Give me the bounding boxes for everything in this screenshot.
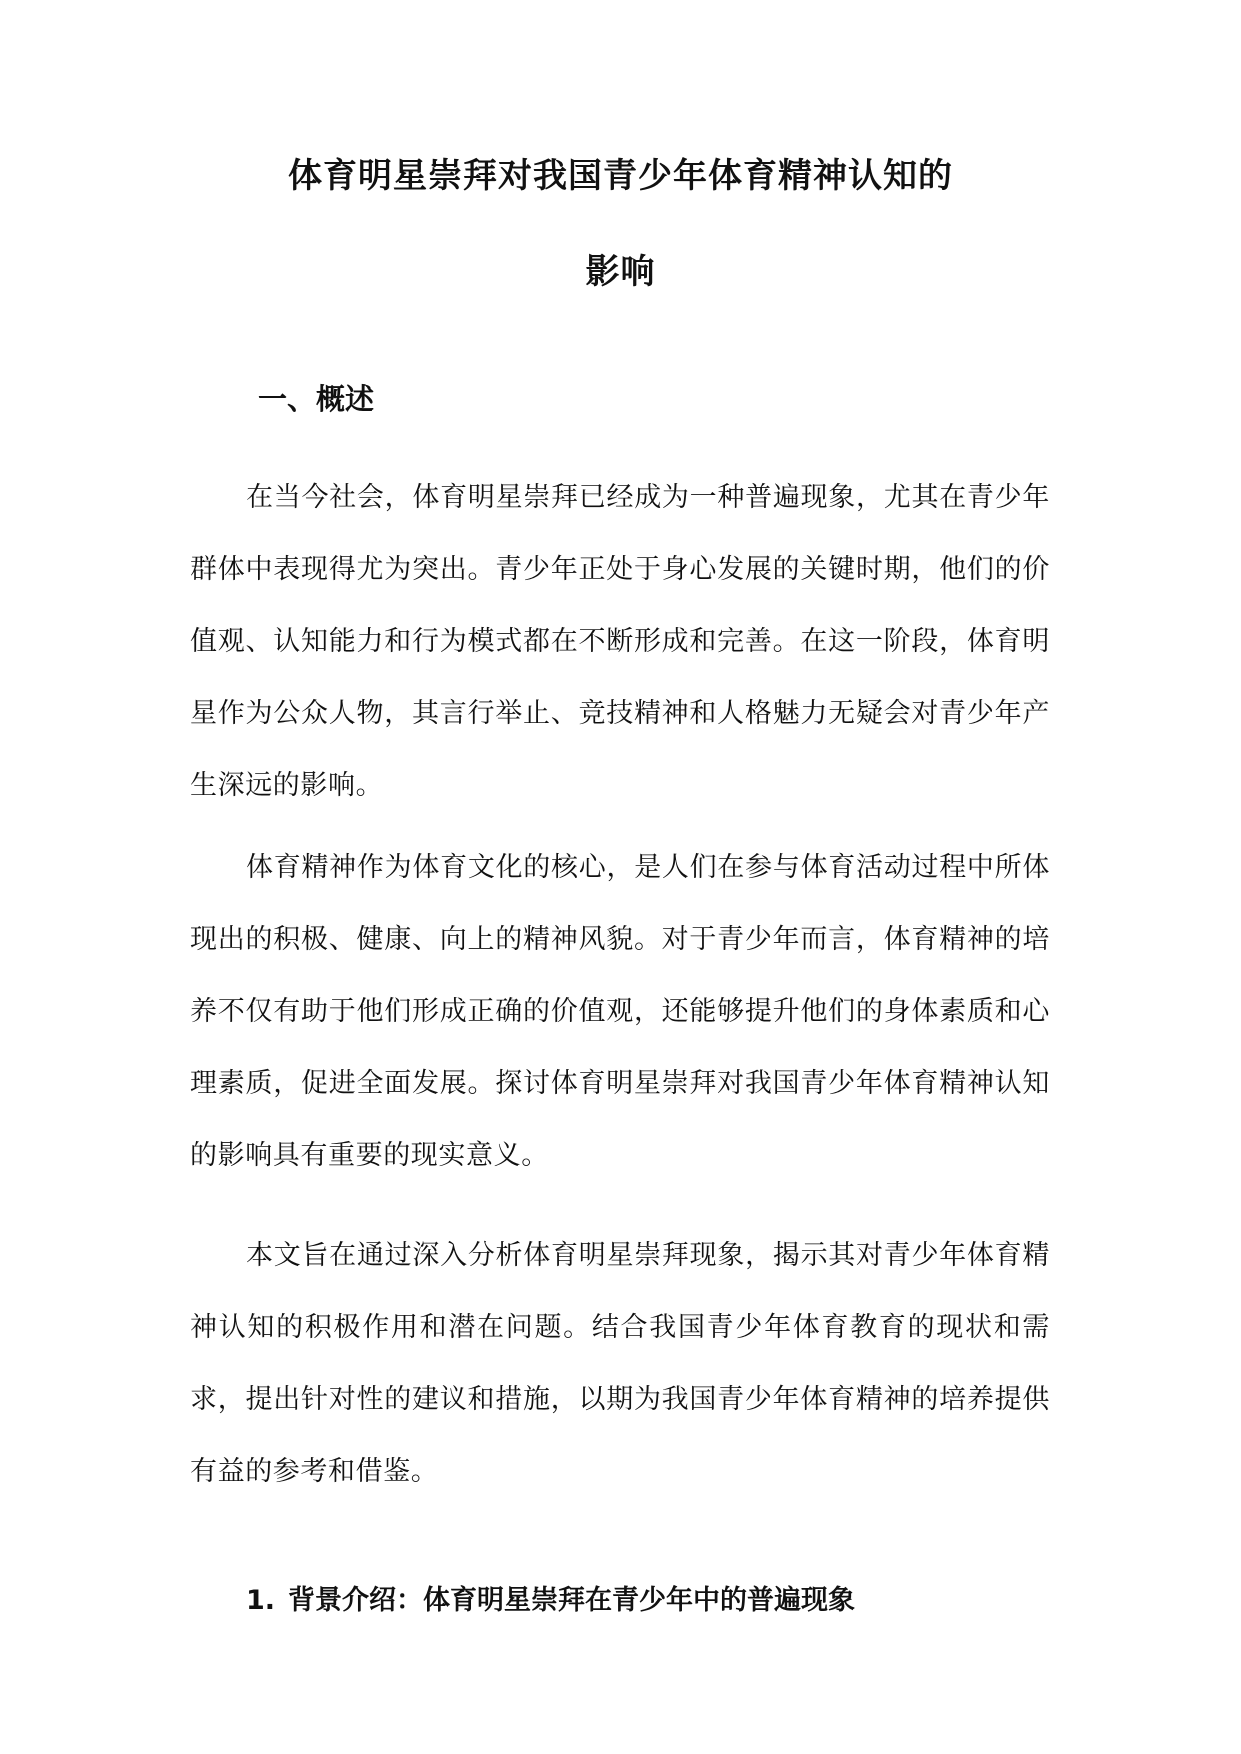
subsection-title: 背景介绍：体育明星崇拜在青少年中的普遍现象 [288,1585,855,1616]
paragraph-2: 体育精神作为体育文化的核心，是人们在参与体育活动过程中所体现出的积极、健康、向上的精神风貌。对于青少年而言，体育精神的培养不仅有助于他们形成正确的价值观，还能够提升他们的身体素质和心理素质，促进全面发展。探讨体育明星崇拜对我国青少年体育精神认知的影响具有重要的现实意义。 [190,852,1050,1171]
subsection-heading-background [246,1584,855,1618]
subsection-number: 1. [246,1585,276,1616]
paragraph-3: 本文旨在通过深入分析体育明星崇拜现象，揭示其对青少年体育精神认知的积极作用和潜在问题。结合我国青少年体育教育的现状和需求，提出针对性的建议和措施，以期为我国青少年体育精神的培养提供有益的参考和借鉴。 [190,1240,1050,1487]
paragraph-1: 在当今社会，体育明星崇拜已经成为一种普遍现象，尤其在青少年群体中表现得尤为突出。青少年正处于身心发展的关键时期，他们的价值观、认知能力和行为模式都在不断形成和完善。在这一阶段，体育明星作为公众人物，其言行举止、竞技精神和人格魅力无疑会对青少年产生深远的影响。 [190,482,1050,801]
document-title-line-1: 体育明星崇拜对我国青少年体育精神认知的 [288,156,953,196]
document-title-line-2: 影响 [585,252,656,292]
section-heading-overview: 一、概述 [258,382,375,416]
